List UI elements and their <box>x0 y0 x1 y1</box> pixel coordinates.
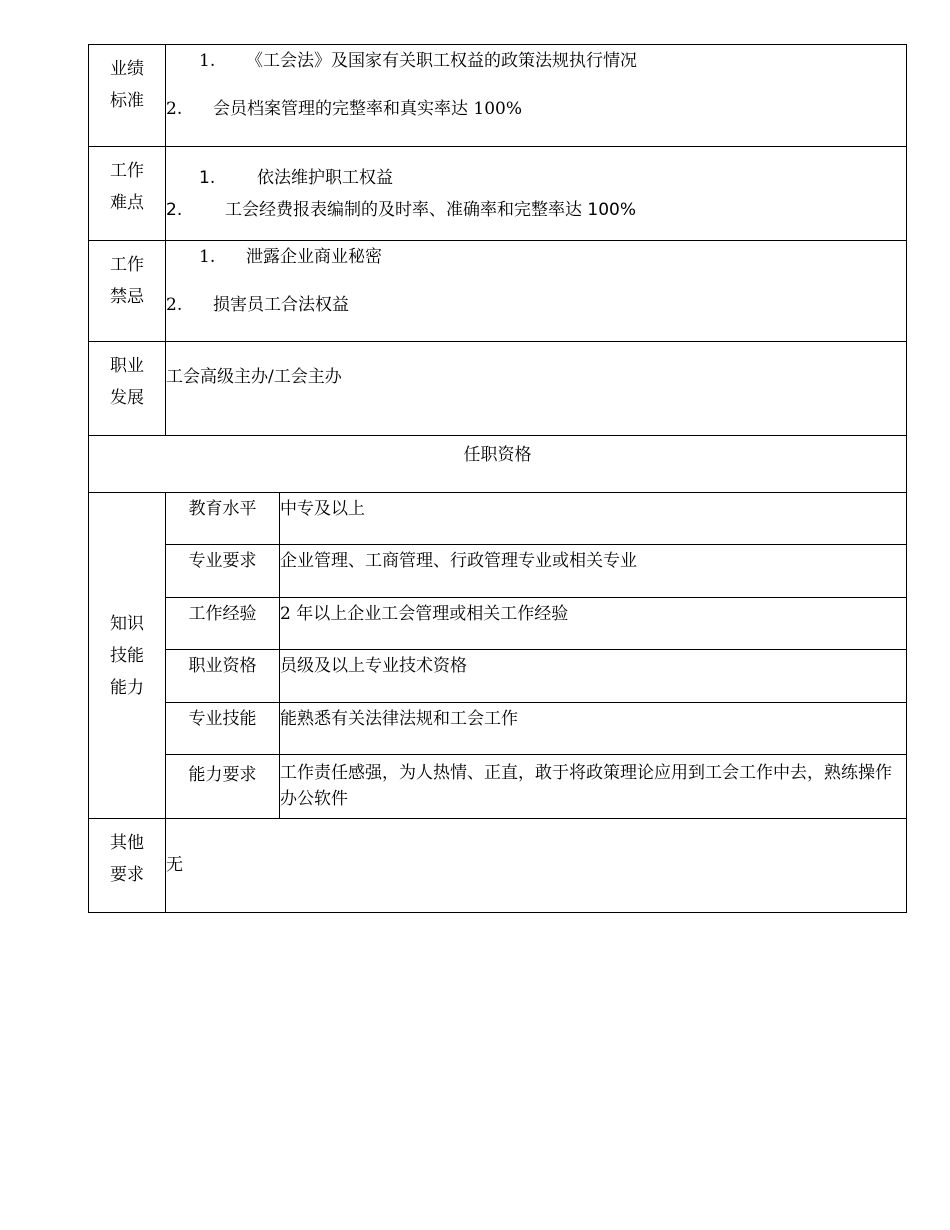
taboo-content <box>166 241 907 342</box>
qualification-header-row <box>89 436 907 493</box>
job-description-table <box>88 44 907 913</box>
knowledge-row-experience <box>89 598 907 650</box>
taboo-row <box>89 241 907 342</box>
difficulty-label: 工作 难点 <box>89 147 166 241</box>
career-row <box>89 342 907 436</box>
taboo-item-2: 2. 损害员工合法权益 <box>166 295 349 315</box>
certification-label: 职业资格 <box>166 650 280 703</box>
performance-content <box>166 45 907 147</box>
experience-label: 工作经验 <box>166 598 280 650</box>
knowledge-row-certification <box>89 650 907 703</box>
taboo-item-1: 1. 泄露企业商业秘密 <box>199 247 382 267</box>
major-label: 专业要求 <box>166 545 280 598</box>
ability-label: 能力要求 <box>166 755 280 819</box>
other-row <box>89 819 907 913</box>
qualification-header: 任职资格 <box>89 436 907 493</box>
education-value: 中专及以上 <box>280 493 907 545</box>
performance-item-1: 1. 《工会法》及国家有关职工权益的政策法规执行情况 <box>199 51 637 71</box>
difficulty-item-2: 2. 工会经费报表编制的及时率、准确率和完整率达 100% <box>166 200 637 220</box>
education-label: 教育水平 <box>166 493 280 545</box>
performance-item-2: 2. 会员档案管理的完整率和真实率达 100% <box>166 99 523 119</box>
knowledge-row-ability <box>89 755 907 819</box>
difficulty-item-1: 1. 依法维护职工权益 <box>199 168 393 188</box>
skills-value: 能熟悉有关法律法规和工会工作 <box>280 703 907 755</box>
experience-value: 2 年以上企业工会管理或相关工作经验 <box>280 598 907 650</box>
career-label: 职业 发展 <box>89 342 166 436</box>
knowledge-row-education <box>89 493 907 545</box>
difficulty-row <box>89 147 907 241</box>
career-content: 工会高级主办/工会主办 <box>166 342 907 436</box>
difficulty-content <box>166 147 907 241</box>
major-value: 企业管理、工商管理、行政管理专业或相关专业 <box>280 545 907 598</box>
knowledge-label: 知识 技能 能力 <box>89 493 166 819</box>
performance-label: 业绩 标准 <box>89 45 166 147</box>
other-label: 其他 要求 <box>89 819 166 913</box>
performance-row <box>89 45 907 147</box>
skills-label: 专业技能 <box>166 703 280 755</box>
knowledge-row-major <box>89 545 907 598</box>
certification-value: 员级及以上专业技术资格 <box>280 650 907 703</box>
ability-value: 工作责任感强，为人热情、正直，敢于将政策理论应用到工会工作中去，熟练操作办公软件 <box>280 755 907 819</box>
knowledge-row-skills <box>89 703 907 755</box>
taboo-label: 工作 禁忌 <box>89 241 166 342</box>
other-content: 无 <box>166 819 907 913</box>
